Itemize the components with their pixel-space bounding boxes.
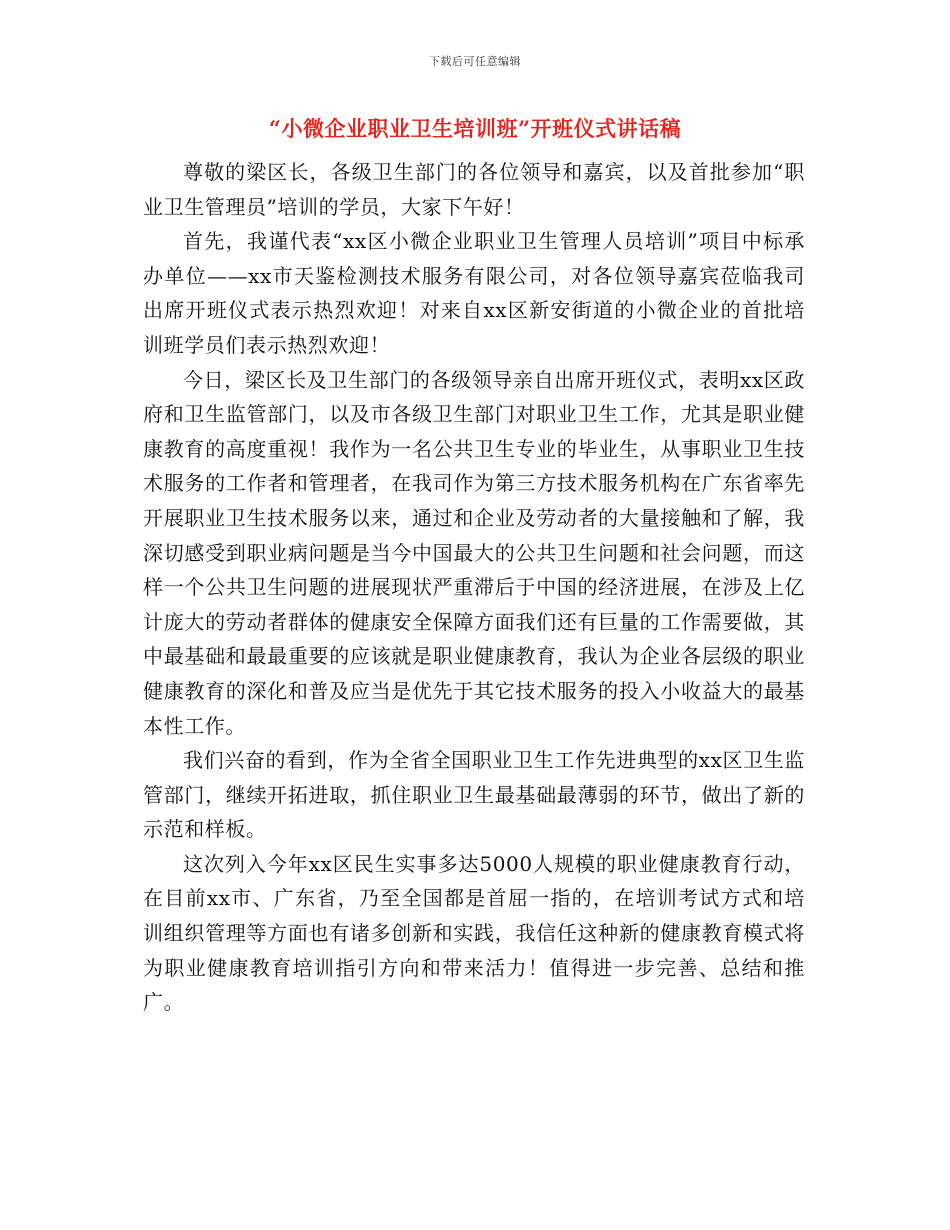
paragraph-welcome: 首先，我谨代表“xx区小微企业职业卫生管理人员培训”项目中标承办单位——xx市天鉴检测技术服务有限公司，对各位领导嘉宾莅临我司出席开班仪式表示热烈欢迎！对来自xx区新安街道的小微企业的首批培训班学员们表示热烈欢迎！ <box>143 229 805 357</box>
paragraph-initiative: 这次列入今年xx区民生实事多达5000人规模的职业健康教育行动，在目前xx市、广东省，乃至全国都是首屈一指的，在培训考试方式和培训组织管理等方面也有诸多创新和实践，我信任这种新的健康教育模式将为职业健康教育培训指引方向和带来活力！值得进一步完善、总结和推广。 <box>143 851 805 1015</box>
header-note: 下载后可任意编辑 <box>429 55 521 68</box>
document-title: “小微企业职业卫生培训班”开班仪式讲话稿 <box>268 116 682 141</box>
document-body <box>143 155 805 1020</box>
paragraph-importance: 今日，梁区长及卫生部门的各级领导亲自出席开班仪式，表明xx区政府和卫生监管部门，以及市各级卫生部门对职业卫生工作，尤其是职业健康教育的高度重视！我作为一名公共卫生专业的毕业生，从事职业卫生技术服务的工作者和管理者，在我司作为第三方技术服务机构在广东省率先开展职业卫生技术服务以来，通过和企业及劳动者的大量接触和了解，我深切感受到职业病问题是当今中国最大的公共卫生问题和社会问题，而这样一个公共卫生问题的进展现状严重滞后于中国的经济进展，在涉及上亿计庞大的劳动者群体的健康安全保障方面我们还有巨量的工作需要做，其中最基础和最最重要的应该就是职业健康教育，我认为企业各层级的职业健康教育的深化和普及应当是优先于其它技术服务的投入小收益大的最基本性工作。 <box>143 367 805 738</box>
paragraph-greeting: 尊敬的梁区长，各级卫生部门的各位领导和嘉宾，以及首批参加“职业卫生管理员”培训的学员，大家下午好！ <box>143 160 805 219</box>
paragraph-achievement: 我们兴奋的看到，作为全省全国职业卫生工作先进典型的xx区卫生监管部门，继续开拓进取，抓住职业卫生最基础最薄弱的环节，做出了新的示范和样板。 <box>143 748 805 842</box>
